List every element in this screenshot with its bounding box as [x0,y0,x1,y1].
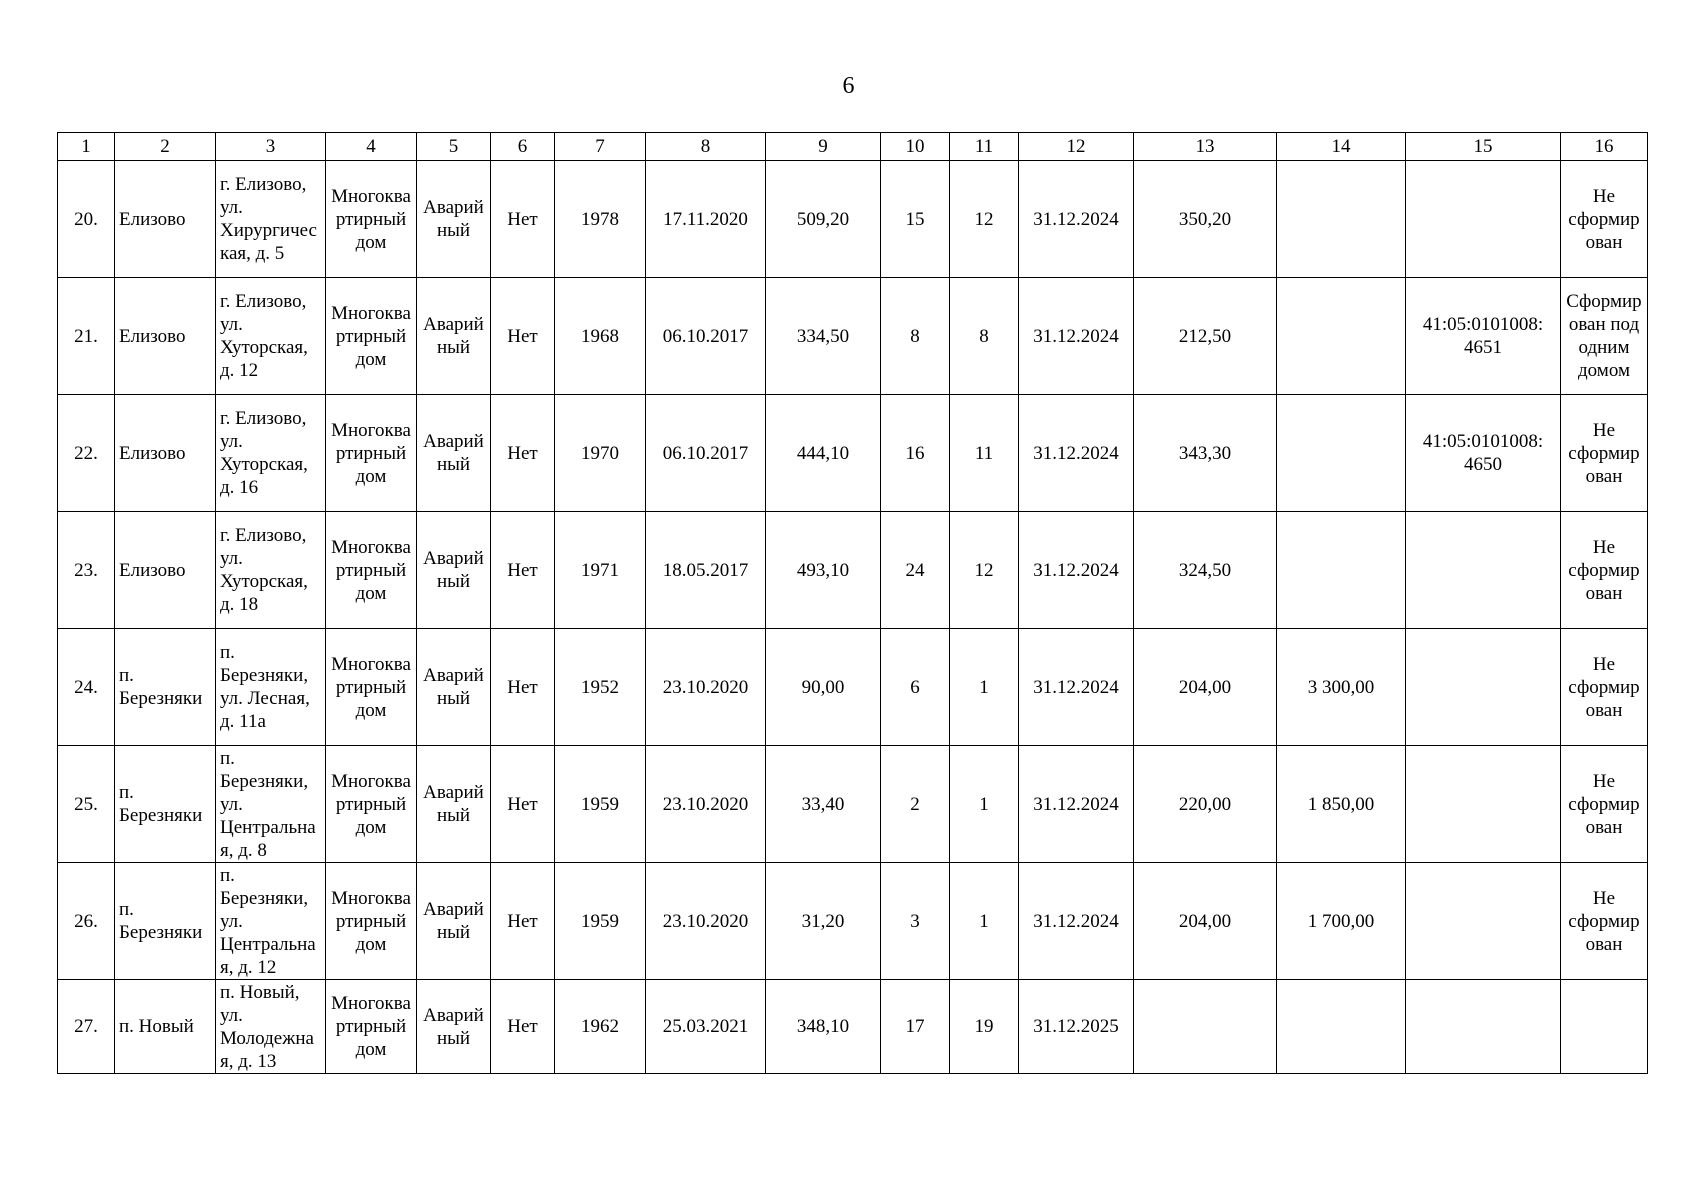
column-header: 2 [115,133,216,161]
column-header: 15 [1406,133,1561,161]
column-13-value: 204,00 [1134,863,1277,980]
address: п. Березняки, ул. Центральная, д. 8 [216,746,326,863]
column-11-value: 11 [950,395,1019,512]
building-status: Аварийный [417,278,491,395]
building-type: Многоквартирный дом [326,512,417,629]
column-header: 4 [326,133,417,161]
column-14-value [1277,395,1406,512]
row-number: 27. [58,980,115,1074]
address: г. Елизово, ул. Хуторская, д. 16 [216,395,326,512]
year-built: 1962 [555,980,646,1074]
row-number: 23. [58,512,115,629]
land-plot-status: Не сформирован [1561,746,1648,863]
address: г. Елизово, ул. Хуторская, д. 18 [216,512,326,629]
column-header: 3 [216,133,326,161]
deadline-date: 31.12.2024 [1019,161,1134,278]
area-value: 444,10 [766,395,881,512]
cadastral-number [1406,629,1561,746]
column-10-value: 24 [881,512,950,629]
building-status: Аварийный [417,746,491,863]
recognition-date: 18.05.2017 [646,512,766,629]
flag-value: Нет [491,863,555,980]
deadline-date: 31.12.2024 [1019,746,1134,863]
year-built: 1971 [555,512,646,629]
flag-value: Нет [491,512,555,629]
land-plot-status: Не сформирован [1561,863,1648,980]
address: г. Елизово, ул. Хуторская, д. 12 [216,278,326,395]
building-type: Многоквартирный дом [326,395,417,512]
column-13-value: 220,00 [1134,746,1277,863]
column-header: 1 [58,133,115,161]
area-value: 33,40 [766,746,881,863]
column-11-value: 12 [950,512,1019,629]
column-13-value: 350,20 [1134,161,1277,278]
page-number: 6 [842,73,855,99]
recognition-date: 06.10.2017 [646,278,766,395]
column-10-value: 17 [881,980,950,1074]
row-number: 24. [58,629,115,746]
land-plot-status: Не сформирован [1561,512,1648,629]
column-11-value: 8 [950,278,1019,395]
column-13-value: 212,50 [1134,278,1277,395]
area-value: 90,00 [766,629,881,746]
building-type: Многоквартирный дом [326,161,417,278]
column-10-value: 6 [881,629,950,746]
recognition-date: 23.10.2020 [646,863,766,980]
locality: Елизово [115,512,216,629]
building-type: Многоквартирный дом [326,863,417,980]
table-row [58,746,1648,863]
flag-value: Нет [491,161,555,278]
column-10-value: 3 [881,863,950,980]
cadastral-number: 41:05:0101008: 4650 [1406,395,1561,512]
deadline-date: 31.12.2024 [1019,512,1134,629]
column-11-value: 1 [950,863,1019,980]
table-row [58,512,1648,629]
locality: Елизово [115,395,216,512]
locality: Елизово [115,161,216,278]
deadline-date: 31.12.2024 [1019,629,1134,746]
land-plot-status: Сформирован под одним домом [1561,278,1648,395]
column-11-value: 1 [950,629,1019,746]
cadastral-number [1406,512,1561,629]
land-plot-status [1561,980,1648,1074]
table-row [58,278,1648,395]
table-row [58,980,1648,1074]
address: г. Елизово, ул. Хирургическая, д. 5 [216,161,326,278]
area-value: 334,50 [766,278,881,395]
address: п. Новый, ул. Молодежная, д. 13 [216,980,326,1074]
column-header: 8 [646,133,766,161]
land-plot-status: Не сформирован [1561,161,1648,278]
row-number: 26. [58,863,115,980]
table-row [58,863,1648,980]
column-header: 5 [417,133,491,161]
column-header: 14 [1277,133,1406,161]
address: п. Березняки, ул. Центральная, д. 12 [216,863,326,980]
column-11-value: 12 [950,161,1019,278]
column-10-value: 16 [881,395,950,512]
column-10-value: 15 [881,161,950,278]
row-number: 21. [58,278,115,395]
building-type: Многоквартирный дом [326,278,417,395]
building-status: Аварийный [417,161,491,278]
building-status: Аварийный [417,512,491,629]
cadastral-number [1406,161,1561,278]
recognition-date: 23.10.2020 [646,629,766,746]
locality: п. Березняки [115,863,216,980]
building-status: Аварийный [417,395,491,512]
cadastral-number [1406,746,1561,863]
area-value: 509,20 [766,161,881,278]
row-number: 25. [58,746,115,863]
building-type: Многоквартирный дом [326,629,417,746]
column-header: 10 [881,133,950,161]
locality: п. Березняки [115,629,216,746]
year-built: 1968 [555,278,646,395]
flag-value: Нет [491,395,555,512]
building-status: Аварийный [417,863,491,980]
deadline-date: 31.12.2024 [1019,395,1134,512]
building-status: Аварийный [417,980,491,1074]
column-13-value: 343,30 [1134,395,1277,512]
column-header: 16 [1561,133,1648,161]
table-row [58,161,1648,278]
emergency-housing-table [57,132,1648,1074]
column-14-value [1277,161,1406,278]
cadastral-number: 41:05:0101008: 4651 [1406,278,1561,395]
flag-value: Нет [491,746,555,863]
flag-value: Нет [491,629,555,746]
column-14-value: 1 850,00 [1277,746,1406,863]
column-header: 13 [1134,133,1277,161]
column-13-value: 204,00 [1134,629,1277,746]
column-14-value [1277,512,1406,629]
flag-value: Нет [491,980,555,1074]
column-10-value: 8 [881,278,950,395]
year-built: 1959 [555,746,646,863]
flag-value: Нет [491,278,555,395]
year-built: 1959 [555,863,646,980]
column-11-value: 19 [950,980,1019,1074]
recognition-date: 17.11.2020 [646,161,766,278]
deadline-date: 31.12.2025 [1019,980,1134,1074]
area-value: 31,20 [766,863,881,980]
column-13-value [1134,980,1277,1074]
area-value: 348,10 [766,980,881,1074]
address: п. Березняки, ул. Лесная, д. 11а [216,629,326,746]
column-14-value [1277,278,1406,395]
column-13-value: 324,50 [1134,512,1277,629]
land-plot-status: Не сформирован [1561,629,1648,746]
column-header: 11 [950,133,1019,161]
locality: п. Березняки [115,746,216,863]
column-header: 12 [1019,133,1134,161]
cadastral-number [1406,863,1561,980]
year-built: 1952 [555,629,646,746]
column-14-value: 1 700,00 [1277,863,1406,980]
column-10-value: 2 [881,746,950,863]
column-number-row [58,133,1648,161]
cadastral-number [1406,980,1561,1074]
column-14-value: 3 300,00 [1277,629,1406,746]
locality: Елизово [115,278,216,395]
deadline-date: 31.12.2024 [1019,278,1134,395]
year-built: 1970 [555,395,646,512]
column-header: 7 [555,133,646,161]
table-row [58,629,1648,746]
land-plot-status: Не сформирован [1561,395,1648,512]
column-14-value [1277,980,1406,1074]
row-number: 20. [58,161,115,278]
recognition-date: 06.10.2017 [646,395,766,512]
row-number: 22. [58,395,115,512]
recognition-date: 25.03.2021 [646,980,766,1074]
column-11-value: 1 [950,746,1019,863]
building-status: Аварийный [417,629,491,746]
table-row [58,395,1648,512]
building-type: Многоквартирный дом [326,980,417,1074]
building-type: Многоквартирный дом [326,746,417,863]
column-header: 9 [766,133,881,161]
area-value: 493,10 [766,512,881,629]
deadline-date: 31.12.2024 [1019,863,1134,980]
locality: п. Новый [115,980,216,1074]
column-header: 6 [491,133,555,161]
recognition-date: 23.10.2020 [646,746,766,863]
year-built: 1978 [555,161,646,278]
